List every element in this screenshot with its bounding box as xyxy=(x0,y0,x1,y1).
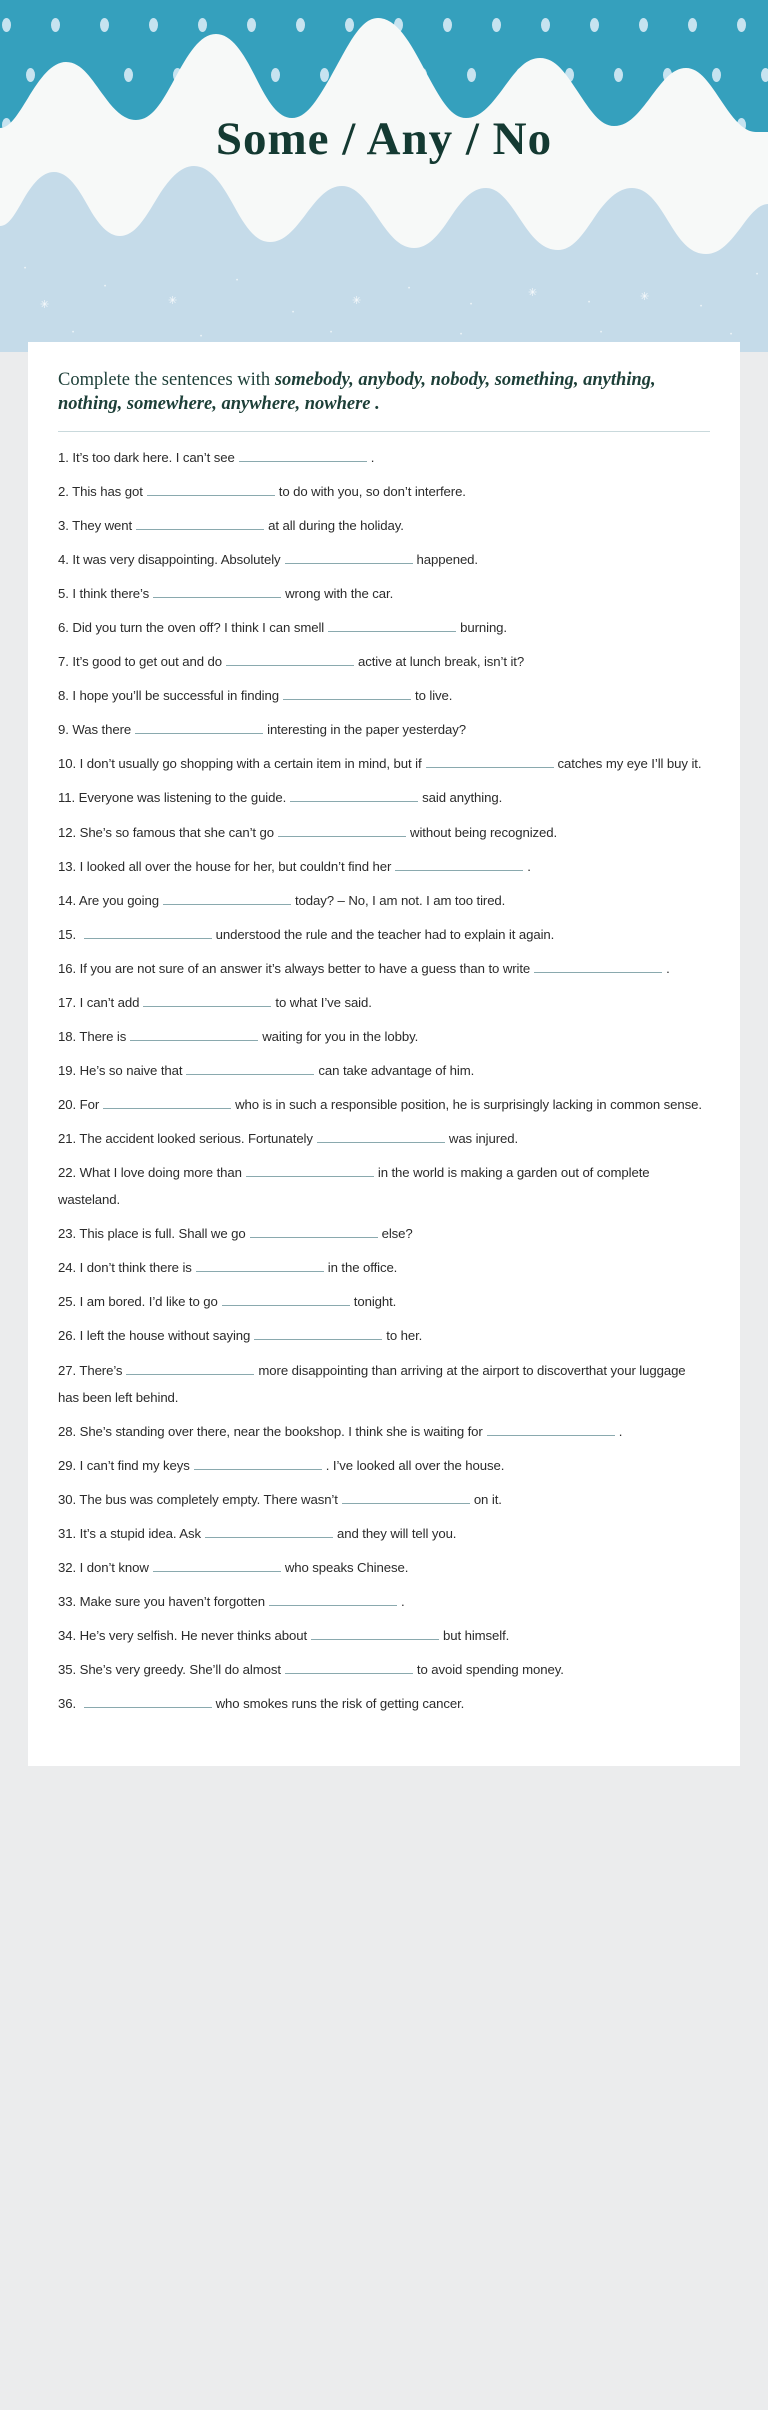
question-text-after: at all during the holiday. xyxy=(268,517,404,533)
question-text-after: and they will tell you. xyxy=(336,1525,457,1541)
question-text-before: I left the house without saying xyxy=(79,1328,251,1344)
question-text-before: I can’t add xyxy=(79,994,140,1010)
page-title: Some / Any / No xyxy=(215,113,553,165)
question-number: 36. xyxy=(58,1696,77,1712)
answer-blank[interactable] xyxy=(153,1558,281,1572)
question-text-before: There’s xyxy=(79,1362,123,1378)
question-text-before: Are you going xyxy=(78,892,159,908)
question-text-after: to do with you, so don’t interfere. xyxy=(278,483,466,499)
question-number: 20. xyxy=(58,1097,77,1112)
question-item xyxy=(58,478,710,505)
question-number: 35. xyxy=(58,1662,77,1678)
question-item xyxy=(58,819,710,846)
question-item xyxy=(58,1159,710,1213)
question-text-before: Was there xyxy=(72,722,132,738)
question-text-before: There is xyxy=(79,1028,127,1044)
answer-blank[interactable] xyxy=(426,755,554,769)
question-item xyxy=(58,546,710,573)
snowflake-icon: • xyxy=(104,284,107,290)
answer-blank[interactable] xyxy=(205,1524,333,1538)
snowflake-icon: • xyxy=(700,304,703,310)
answer-blank[interactable] xyxy=(126,1361,254,1375)
question-text-before: The bus was completely empty. There wasn’t xyxy=(79,1491,338,1507)
question-text-after: happened. xyxy=(416,552,478,567)
answer-blank[interactable] xyxy=(395,857,523,871)
answer-blank[interactable] xyxy=(153,584,281,598)
question-item xyxy=(58,1656,710,1683)
page-header xyxy=(0,0,768,352)
question-item xyxy=(58,1452,710,1479)
answer-blank[interactable] xyxy=(311,1626,439,1640)
question-text-after: . xyxy=(400,1593,405,1609)
answer-blank[interactable] xyxy=(285,1660,413,1674)
snowflake-icon: ✳ xyxy=(352,295,362,307)
answer-blank[interactable] xyxy=(135,720,263,734)
snowflake-icon: • xyxy=(292,310,295,316)
question-text-before: She’s so famous that she can’t go xyxy=(79,824,275,840)
snowflake-icon: • xyxy=(470,302,473,308)
snowflake-icon: • xyxy=(730,332,733,338)
question-number: 1. xyxy=(58,449,69,465)
question-number: 6. xyxy=(58,620,69,636)
answer-blank[interactable] xyxy=(226,652,354,666)
question-text-before: This place is full. Shall we go xyxy=(79,1226,246,1242)
answer-blank[interactable] xyxy=(246,1163,374,1177)
question-item xyxy=(58,1322,710,1349)
question-number: 16. xyxy=(58,960,77,976)
answer-blank[interactable] xyxy=(250,1224,378,1238)
question-text-before: It’s good to get out and do xyxy=(72,654,222,670)
question-text-before: It’s a stupid idea. Ask xyxy=(79,1525,201,1541)
question-item xyxy=(58,716,710,743)
question-text-before: I hope you’ll be successful in finding xyxy=(72,688,279,704)
question-number: 27. xyxy=(58,1362,77,1378)
snowflake-icon: • xyxy=(460,332,463,338)
answer-blank[interactable] xyxy=(130,1027,258,1041)
question-text-after: in the office. xyxy=(327,1260,398,1276)
answer-blank[interactable] xyxy=(534,959,662,973)
question-text-after: . xyxy=(666,960,670,976)
snowflake-icon: • xyxy=(408,286,411,292)
snowflake-icon: • xyxy=(236,278,239,284)
question-item xyxy=(58,512,710,539)
snowflake-icon: ✳ xyxy=(168,295,178,307)
question-number: 28. xyxy=(58,1423,77,1439)
instructions-text xyxy=(58,368,710,432)
question-number: 10. xyxy=(58,756,77,772)
instructions-lead: Complete the sentences with xyxy=(58,370,275,390)
question-text-before: For xyxy=(79,1097,100,1112)
snowflake-icon: • xyxy=(72,330,75,336)
question-text-after: interesting in the paper yesterday? xyxy=(267,722,466,738)
question-item xyxy=(58,1125,710,1152)
question-text-before: I think there’s xyxy=(72,586,150,602)
question-text-after: understood the rule and the teacher had to explain it again. xyxy=(215,926,555,942)
question-number: 34. xyxy=(58,1628,77,1643)
question-text-before: I can’t find my keys xyxy=(79,1457,190,1473)
question-number: 24. xyxy=(58,1260,77,1276)
question-number: 17. xyxy=(58,994,77,1010)
question-item xyxy=(58,580,710,607)
answer-blank[interactable] xyxy=(84,925,212,939)
instructions-tail: . xyxy=(370,394,380,415)
question-text-after: wrong with the car. xyxy=(285,586,394,602)
question-number: 29. xyxy=(58,1457,77,1473)
answer-blank[interactable] xyxy=(163,891,291,905)
question-number: 18. xyxy=(58,1028,77,1044)
question-text-after: catches my eye I’ll buy it. xyxy=(557,756,702,772)
snowflake-icon: ✳ xyxy=(528,287,538,299)
question-number: 26. xyxy=(58,1328,77,1344)
question-number: 22. xyxy=(58,1165,77,1181)
answer-blank[interactable] xyxy=(269,1592,397,1606)
question-number: 13. xyxy=(58,858,77,874)
snowflake-icon: ✳ xyxy=(40,299,50,311)
question-number: 4. xyxy=(58,552,69,567)
question-text-before: This has got xyxy=(72,483,143,499)
question-text-after: who is in such a responsible position, he is surprisingly lacking in common sense. xyxy=(235,1097,702,1112)
snowflake-icon: • xyxy=(600,330,603,336)
question-text-after: in the world is making a garden out of complete wasteland. xyxy=(58,1165,650,1208)
answer-blank[interactable] xyxy=(285,550,413,564)
question-text-before: I am bored. I’d like to go xyxy=(79,1294,218,1310)
question-text-after: to avoid spending money. xyxy=(416,1662,564,1678)
question-text-before: They went xyxy=(72,517,133,533)
question-item xyxy=(58,444,710,471)
question-text-before: Make sure you haven’t forgotten xyxy=(79,1593,265,1609)
question-item xyxy=(58,1554,710,1581)
question-item xyxy=(58,955,710,982)
question-item xyxy=(58,1622,710,1649)
answer-blank[interactable] xyxy=(84,1694,212,1708)
blue-wave-shape xyxy=(0,150,768,352)
question-text-after: active at lunch break, isn’t it? xyxy=(357,654,525,670)
answer-blank[interactable] xyxy=(239,448,367,462)
question-text-after: but himself. xyxy=(443,1628,510,1643)
question-item xyxy=(58,1023,710,1050)
question-text-after: to her. xyxy=(386,1328,423,1344)
answer-blank[interactable] xyxy=(487,1422,615,1436)
question-text-after: . xyxy=(618,1423,623,1439)
answer-blank[interactable] xyxy=(290,789,418,803)
answer-blank[interactable] xyxy=(196,1258,324,1272)
snowflake-icon: • xyxy=(588,300,591,306)
question-text-after: more disappointing than arriving at the airport to discoverthat your luggage has been left behind. xyxy=(58,1362,686,1405)
question-item xyxy=(58,1091,710,1118)
question-text-after: on it. xyxy=(473,1491,502,1507)
question-text-after: to what I’ve said. xyxy=(275,994,372,1010)
snowflake-icon: • xyxy=(200,334,203,340)
question-number: 25. xyxy=(58,1294,77,1310)
question-text-after: tonight. xyxy=(353,1294,397,1310)
question-item xyxy=(58,1254,710,1281)
question-number: 8. xyxy=(58,688,69,704)
snowflake-icon: • xyxy=(330,330,333,336)
answer-blank[interactable] xyxy=(342,1490,470,1504)
question-text-after: was injured. xyxy=(448,1131,519,1147)
question-text-before: She’s standing over there, near the bookshop. I think she is waiting for xyxy=(79,1423,483,1439)
question-item xyxy=(58,750,710,777)
question-text-before: Did you turn the oven off? I think I can smell xyxy=(72,620,325,636)
question-text-after: who speaks Chinese. xyxy=(284,1559,409,1575)
question-item xyxy=(58,853,710,880)
question-number: 2. xyxy=(58,483,69,499)
question-number: 33. xyxy=(58,1593,77,1609)
question-text-after: else? xyxy=(381,1226,413,1242)
question-text-before: It’s too dark here. I can’t see xyxy=(72,449,235,465)
question-text-after: . xyxy=(370,449,375,465)
question-item xyxy=(58,1588,710,1615)
question-text-after: who smokes runs the risk of getting cancer. xyxy=(215,1696,465,1712)
answer-blank[interactable] xyxy=(143,993,271,1007)
question-item xyxy=(58,1288,710,1315)
question-text-before: I don’t think there is xyxy=(79,1260,192,1276)
question-text-before: I looked all over the house for her, but couldn’t find her xyxy=(79,858,392,874)
answer-blank[interactable] xyxy=(254,1327,382,1341)
question-item xyxy=(58,1057,710,1084)
answer-blank[interactable] xyxy=(103,1095,231,1109)
snowflake-icon: • xyxy=(756,272,759,278)
question-text-before: He’s so naive that xyxy=(79,1062,183,1078)
question-item xyxy=(58,1418,710,1445)
answer-blank[interactable] xyxy=(283,686,411,700)
question-text-before: The accident looked serious. Fortunately xyxy=(79,1131,313,1147)
question-text-before: He’s very selfish. He never thinks about xyxy=(79,1628,308,1643)
question-number: 21. xyxy=(58,1131,77,1147)
question-number: 14. xyxy=(58,892,77,908)
snowflake-icon: • xyxy=(24,266,27,272)
question-item xyxy=(58,614,710,641)
question-text-after: burning. xyxy=(460,620,507,636)
question-text-before: What I love doing more than xyxy=(79,1165,242,1181)
question-number: 31. xyxy=(58,1525,77,1541)
question-text-after: can take advantage of him. xyxy=(318,1062,475,1078)
question-text-before: Everyone was listening to the guide. xyxy=(78,790,287,806)
question-text-before: It was very disappointing. Absolutely xyxy=(72,552,281,567)
question-text-after: . xyxy=(527,858,531,874)
question-item xyxy=(58,682,710,709)
question-number: 23. xyxy=(58,1226,77,1242)
answer-blank[interactable] xyxy=(136,516,264,530)
answer-blank[interactable] xyxy=(317,1129,445,1143)
question-item xyxy=(58,1357,710,1411)
worksheet-card xyxy=(28,342,740,1766)
question-number: 19. xyxy=(58,1062,77,1078)
question-text-after: without being recognized. xyxy=(410,824,558,840)
question-item xyxy=(58,1220,710,1247)
question-list xyxy=(58,444,710,1717)
question-text-before: She’s very greedy. She’ll do almost xyxy=(79,1662,281,1678)
answer-blank[interactable] xyxy=(278,823,406,837)
question-text-after: to live. xyxy=(415,688,453,704)
question-number: 11. xyxy=(58,790,76,806)
question-item xyxy=(58,1520,710,1547)
question-number: 3. xyxy=(58,517,69,533)
question-item xyxy=(58,1690,710,1717)
question-item xyxy=(58,989,710,1016)
question-number: 30. xyxy=(58,1491,77,1507)
question-text-after: . I’ve looked all over the house. xyxy=(325,1457,505,1473)
answer-blank[interactable] xyxy=(194,1456,322,1470)
question-number: 9. xyxy=(58,722,69,738)
answer-blank[interactable] xyxy=(328,618,456,632)
question-text-before: If you are not sure of an answer it’s always better to have a guess than to write xyxy=(79,960,531,976)
question-text-before: I don’t know xyxy=(79,1559,149,1575)
answer-blank[interactable] xyxy=(147,482,275,496)
question-number: 32. xyxy=(58,1559,77,1575)
answer-blank[interactable] xyxy=(186,1061,314,1075)
question-item xyxy=(58,1486,710,1513)
question-number: 5. xyxy=(58,586,69,602)
question-text-after: today? – No, I am not. I am too tired. xyxy=(294,892,506,908)
question-number: 12. xyxy=(58,824,77,840)
question-text-before: I don’t usually go shopping with a certain item in mind, but if xyxy=(79,756,422,772)
question-item xyxy=(58,784,710,811)
question-number: 15. xyxy=(58,926,77,942)
question-item xyxy=(58,921,710,948)
question-item xyxy=(58,648,710,675)
question-text-after: waiting for you in the lobby. xyxy=(262,1028,419,1044)
snowflake-icon: ✳ xyxy=(640,291,650,303)
answer-blank[interactable] xyxy=(222,1293,350,1307)
question-item xyxy=(58,887,710,914)
instructions-keywords: somebody, anybody, nobody, something, anything, nothing, somewhere, anywhere, nowhere xyxy=(58,370,656,415)
question-number: 7. xyxy=(58,654,69,670)
question-text-after: said anything. xyxy=(422,790,503,806)
